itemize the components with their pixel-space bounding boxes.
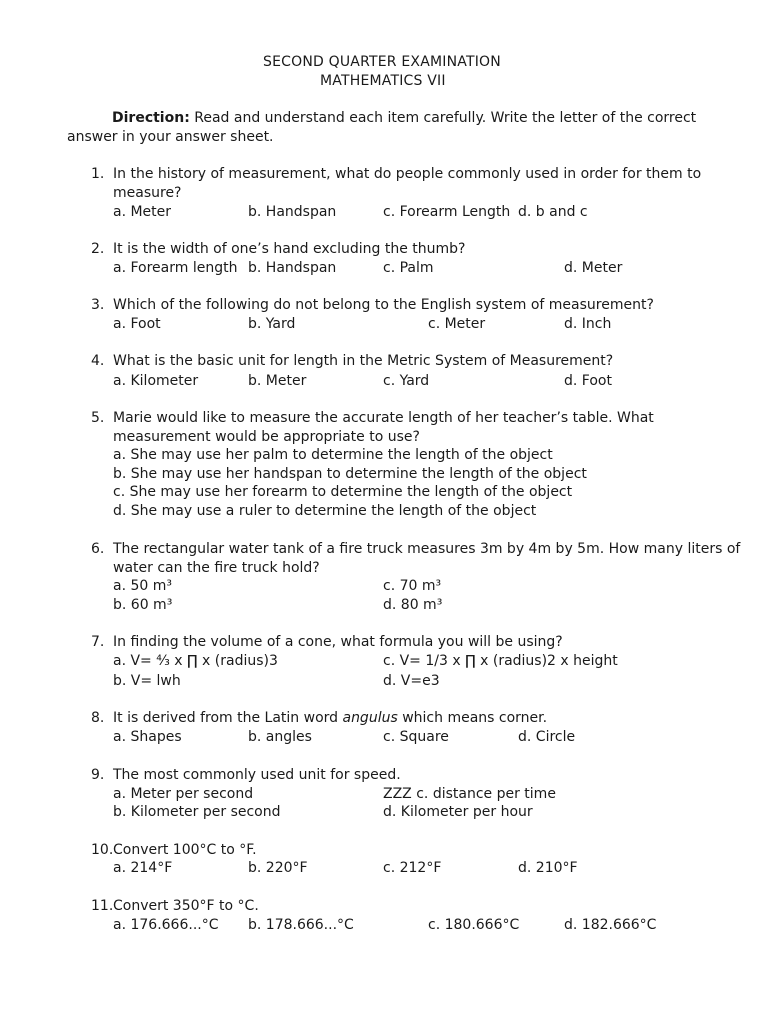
- question-text: measure?: [113, 185, 182, 201]
- option-a: a. Meter per second: [113, 786, 254, 802]
- option-a: a. 214°F: [113, 860, 173, 876]
- option-c: c. She may use her forearm to determine the length of the object: [113, 484, 573, 500]
- option-d: d. Kilometer per hour: [383, 804, 533, 820]
- question-text: The most commonly used unit for speed.: [113, 767, 401, 783]
- option-a: a. 50 m³: [113, 578, 172, 594]
- exam-subtitle: MATHEMATICS VII: [320, 73, 446, 89]
- question-text: measurement would be appropriate to use?: [113, 429, 420, 445]
- option-b: b. Kilometer per second: [113, 804, 281, 820]
- question-number: 8.: [91, 710, 105, 726]
- option-d: d. She may use a ruler to determine the length of the object: [113, 503, 537, 519]
- option-a: a. 176.666...°C: [113, 917, 219, 933]
- option-d: d. 210°F: [518, 860, 578, 876]
- option-d: d. b and c: [518, 204, 588, 220]
- option-c: ZZZ c. distance per time: [383, 786, 556, 802]
- option-b: b. Yard: [248, 316, 296, 332]
- question-number: 5.: [91, 410, 105, 426]
- option-a: a. Forearm length: [113, 260, 238, 276]
- direction-text: Read and understand each item carefully. Write the letter of the correct: [189, 110, 697, 126]
- question-text: It is the width of one’s hand excluding the thumb?: [113, 241, 466, 257]
- option-d: d. 80 m³: [383, 597, 443, 613]
- option-c: c. Palm: [383, 260, 434, 276]
- question-number: 4.: [91, 353, 105, 369]
- option-b: b. 178.666...°C: [248, 917, 354, 933]
- option-c: c. 70 m³: [383, 578, 442, 594]
- option-b: b. V= lwh: [113, 673, 181, 689]
- option-c: c. Meter: [428, 316, 486, 332]
- option-a: a. Meter: [113, 204, 172, 220]
- question-text: The rectangular water tank of a fire truck measures 3m by 4m by 5m. How many liters of: [113, 541, 741, 557]
- option-d: d. Circle: [518, 729, 576, 745]
- question-text: [113, 709, 547, 728]
- option-b: b. Handspan: [248, 204, 337, 220]
- option-d: d. 182.666°C: [564, 917, 657, 933]
- question-text-post: which means corner.: [397, 710, 548, 726]
- option-d: d. Foot: [564, 373, 612, 389]
- option-a: a. She may use her palm to determine the length of the object: [113, 447, 553, 463]
- latin-word: angulus: [342, 710, 398, 726]
- option-d: d. Meter: [564, 260, 623, 276]
- option-b: b. She may use her handspan to determine the length of the object: [113, 466, 587, 482]
- option-b: b. 60 m³: [113, 597, 173, 613]
- option-a: a. V= ⁴⁄₃ x ∏ x (radius)3: [113, 653, 278, 669]
- question-text: Convert 100°C to °F.: [113, 842, 257, 858]
- question-number: 11.: [91, 898, 114, 914]
- option-b: b. Meter: [248, 373, 307, 389]
- question-text-pre: It is derived from the Latin word: [113, 710, 343, 726]
- option-c: c. Square: [383, 729, 449, 745]
- question-text: Marie would like to measure the accurate length of her teacher’s table. What: [113, 410, 654, 426]
- direction-line-1: [112, 109, 696, 128]
- question-number: 3.: [91, 297, 105, 313]
- option-a: a. Shapes: [113, 729, 182, 745]
- question-text: Which of the following do not belong to the English system of measurement?: [113, 297, 654, 313]
- direction-line-2: answer in your answer sheet.: [67, 129, 274, 145]
- option-b: b. angles: [248, 729, 312, 745]
- question-number: 7.: [91, 634, 105, 650]
- option-b: b. Handspan: [248, 260, 337, 276]
- option-d: d. Inch: [564, 316, 612, 332]
- option-c: c. V= 1/3 x ∏ x (radius)2 x height: [383, 653, 618, 669]
- exam-title: SECOND QUARTER EXAMINATION: [263, 54, 501, 70]
- option-c: c. 212°F: [383, 860, 442, 876]
- question-text: Convert 350°F to °C.: [113, 898, 259, 914]
- option-c: c. Forearm Length: [383, 204, 511, 220]
- question-number: 2.: [91, 241, 105, 257]
- option-a: a. Foot: [113, 316, 161, 332]
- option-c: c. 180.666°C: [428, 917, 520, 933]
- question-number: 1.: [91, 166, 105, 182]
- question-text: water can the fire truck hold?: [113, 560, 320, 576]
- option-a: a. Kilometer: [113, 373, 199, 389]
- question-text: In finding the volume of a cone, what formula you will be using?: [113, 634, 563, 650]
- question-number: 9.: [91, 767, 105, 783]
- option-d: d. V=e3: [383, 673, 440, 689]
- option-c: c. Yard: [383, 373, 430, 389]
- question-text: What is the basic unit for length in the Metric System of Measurement?: [113, 353, 614, 369]
- question-text: In the history of measurement, what do people commonly used in order for them to: [113, 166, 702, 182]
- question-number: 10.: [91, 842, 114, 858]
- option-b: b. 220°F: [248, 860, 308, 876]
- direction-label: Direction:: [112, 110, 190, 126]
- question-number: 6.: [91, 541, 105, 557]
